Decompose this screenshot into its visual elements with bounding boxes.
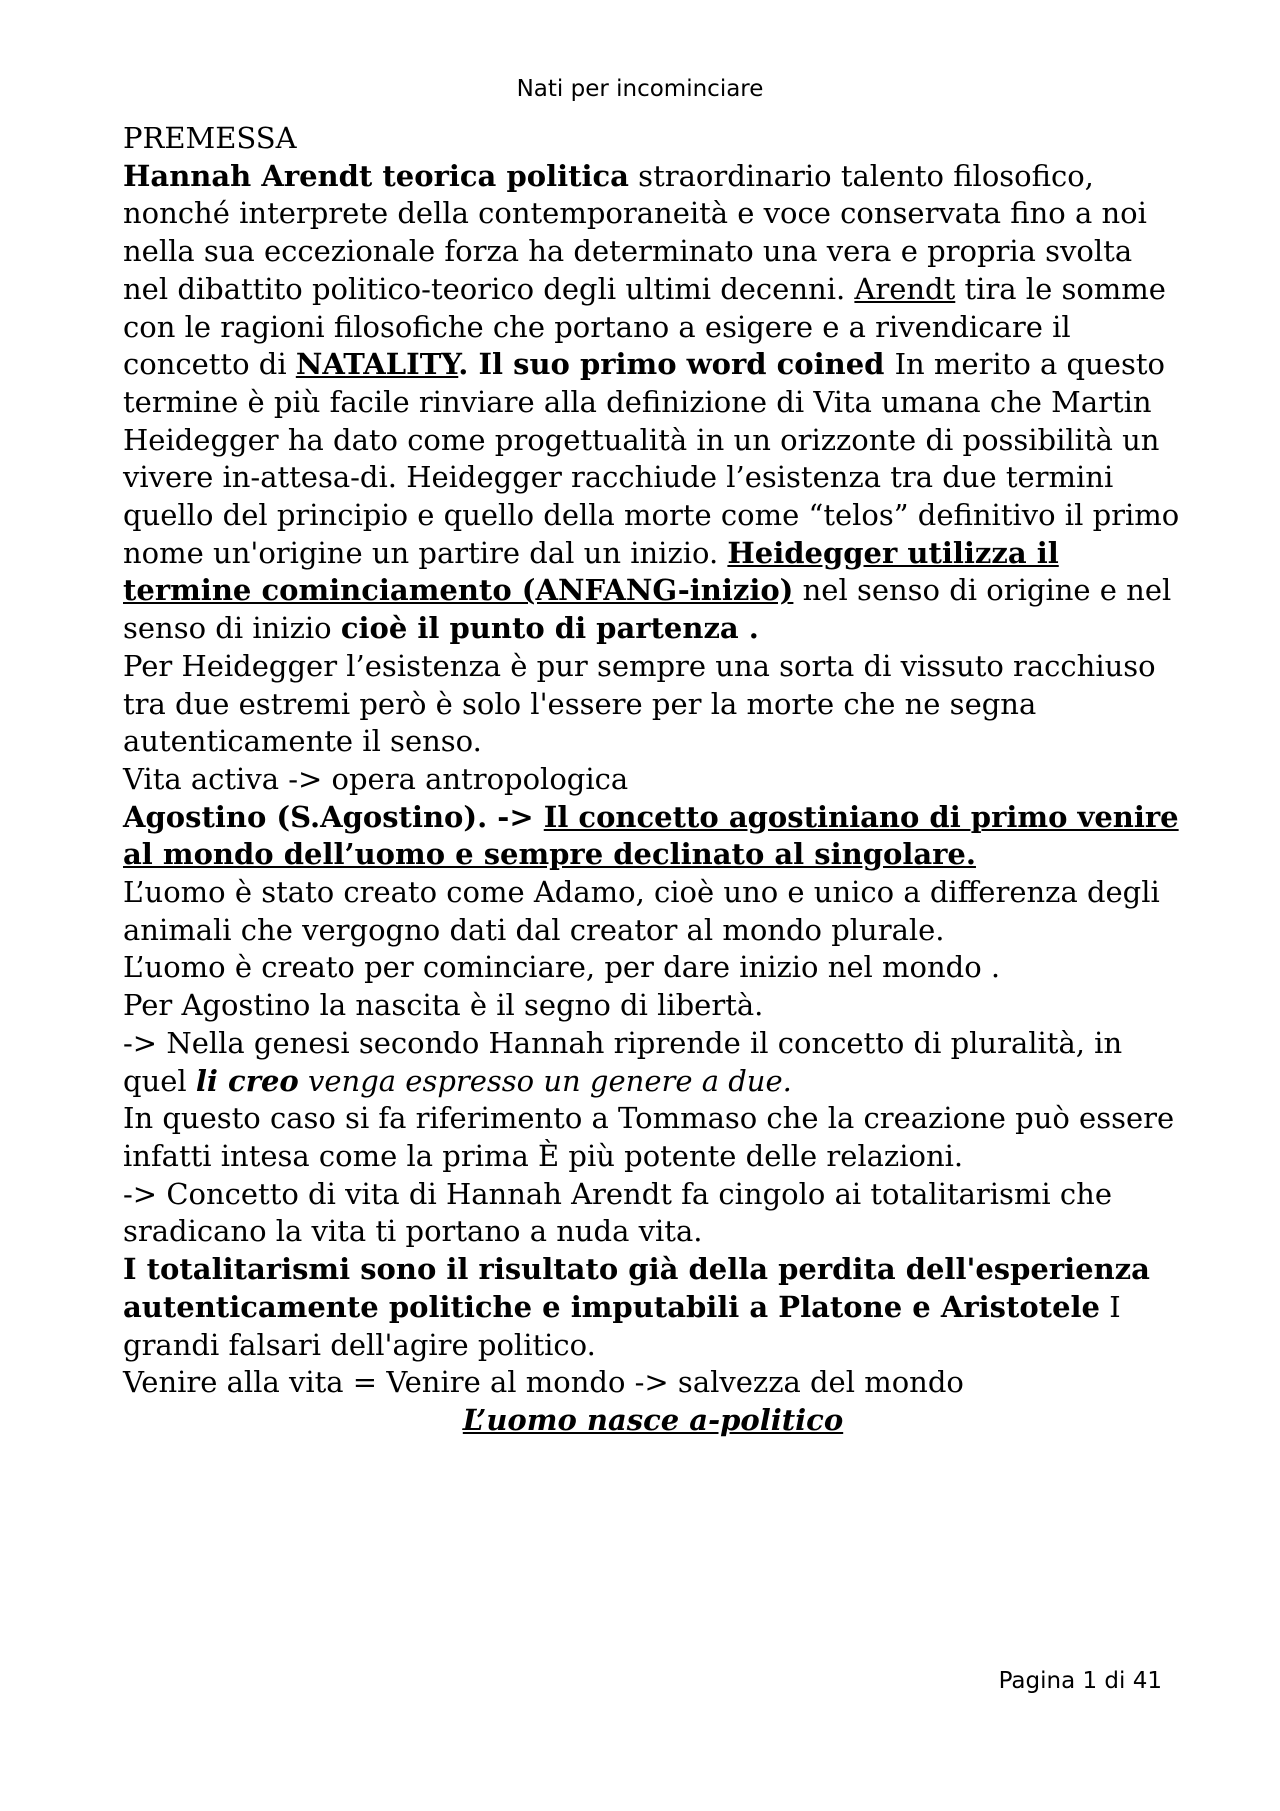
paragraph-agostino bbox=[123, 799, 1183, 874]
text-italic: venga espresso un genere a due. bbox=[298, 1063, 792, 1098]
paragraph-concetto-vita: -> Concetto di vita di Hannah Arendt fa cingolo ai totalitarismi che sradicano la vita ti portano a nuda vita. bbox=[123, 1176, 1113, 1249]
text-bold: cioè il punto di partenza . bbox=[340, 611, 759, 646]
text: straordinario talento filosofico, nonché interprete della contemporaneità e voce conservata fino a noi nella sua eccezionale forza ha determinato una vera e propria svolta nel dibattito politico-teorico degli ultimi decenni. bbox=[123, 158, 1147, 306]
text: I grandi falsari dell'agire politico. bbox=[123, 1289, 1121, 1362]
paragraph-liberta: Per Agostino la nascita è il segno di libertà. bbox=[123, 988, 764, 1023]
document-body bbox=[123, 120, 1183, 1440]
paragraph-cominciare: L’uomo è creato per cominciare, per dare inizio nel mondo . bbox=[123, 950, 1001, 985]
text-underline: Arendt bbox=[854, 271, 956, 306]
text-bold-italic: li creo bbox=[195, 1063, 299, 1098]
text-bold: . Il suo primo word coined bbox=[458, 347, 895, 382]
text-bold: I totalitarismi sono il risultato già della perdita dell'esperienza autenticamente politiche e imputabili a Platone e Aristotele bbox=[123, 1252, 1150, 1324]
text: -> Nella genesi secondo Hannah riprende il concetto di pluralità, in quel bbox=[123, 1025, 1123, 1098]
paragraph-arendt-intro bbox=[123, 158, 1183, 648]
text: In merito a questo termine è più facile rinviare alla definizione di Vita umana che Martin Heidegger ha dato come progettualità in un orizzonte di possibilità un vivere in-attesa-di. Heidegger racchiude l’esistenza tra due termini quello del principio e quello della morte come “telos” definitivo il primo nome un'origine un partire dal un inizio. bbox=[123, 347, 1180, 570]
heading-premessa: PREMESSA bbox=[123, 121, 297, 155]
paragraph-conclusion bbox=[123, 1402, 1183, 1440]
text: nel senso di origine e nel senso di inizio bbox=[123, 573, 1172, 646]
text-bold: Hannah Arendt teorica politica bbox=[123, 158, 629, 193]
text-natality: NATALITY bbox=[295, 347, 459, 382]
text: tira le somme con le ragioni filosofiche che portano a esigere e a rivendicare il concetto di bbox=[123, 271, 1166, 382]
text-bold-italic-underline: L’uomo nasce a-politico bbox=[462, 1402, 844, 1437]
paragraph-tommaso: In questo caso si fa riferimento a Tommaso che la creazione può essere infatti intesa come la prima È più potente delle relazioni. bbox=[123, 1101, 1175, 1173]
paragraph-totalitarismi bbox=[123, 1251, 1183, 1364]
paragraph-venire-alla-vita: Venire alla vita = Venire al mondo -> salvezza del mondo bbox=[123, 1365, 964, 1400]
page-header: Nati per incominciare bbox=[516, 76, 764, 102]
paragraph-genesi bbox=[123, 1025, 1183, 1100]
paragraph-adamo: L’uomo è stato creato come Adamo, cioè uno e unico a differenza degli animali che vergogno dati dal creator al mondo plurale. bbox=[123, 875, 1160, 947]
paragraph-vita-activa: Vita activa -> opera antropologica bbox=[123, 761, 629, 796]
paragraph-heidegger: Per Heidegger l’esistenza è pur sempre una sorta di vissuto racchiuso tra due estremi però è solo l'essere per la morte che ne segna autenticamente il senso. bbox=[123, 648, 1156, 759]
text-bold: Agostino (S.Agostino). -> bbox=[123, 799, 544, 834]
text-bold-underline: Heidegger utilizza il termine cominciamento (ANFANG-inizio) bbox=[123, 535, 1059, 608]
page-number: Pagina 1 di 41 bbox=[998, 1668, 1162, 1694]
text-bold-underline: Il concetto agostiniano di primo venire al mondo dell’uomo e sempre declinato al singolare. bbox=[123, 799, 1179, 872]
